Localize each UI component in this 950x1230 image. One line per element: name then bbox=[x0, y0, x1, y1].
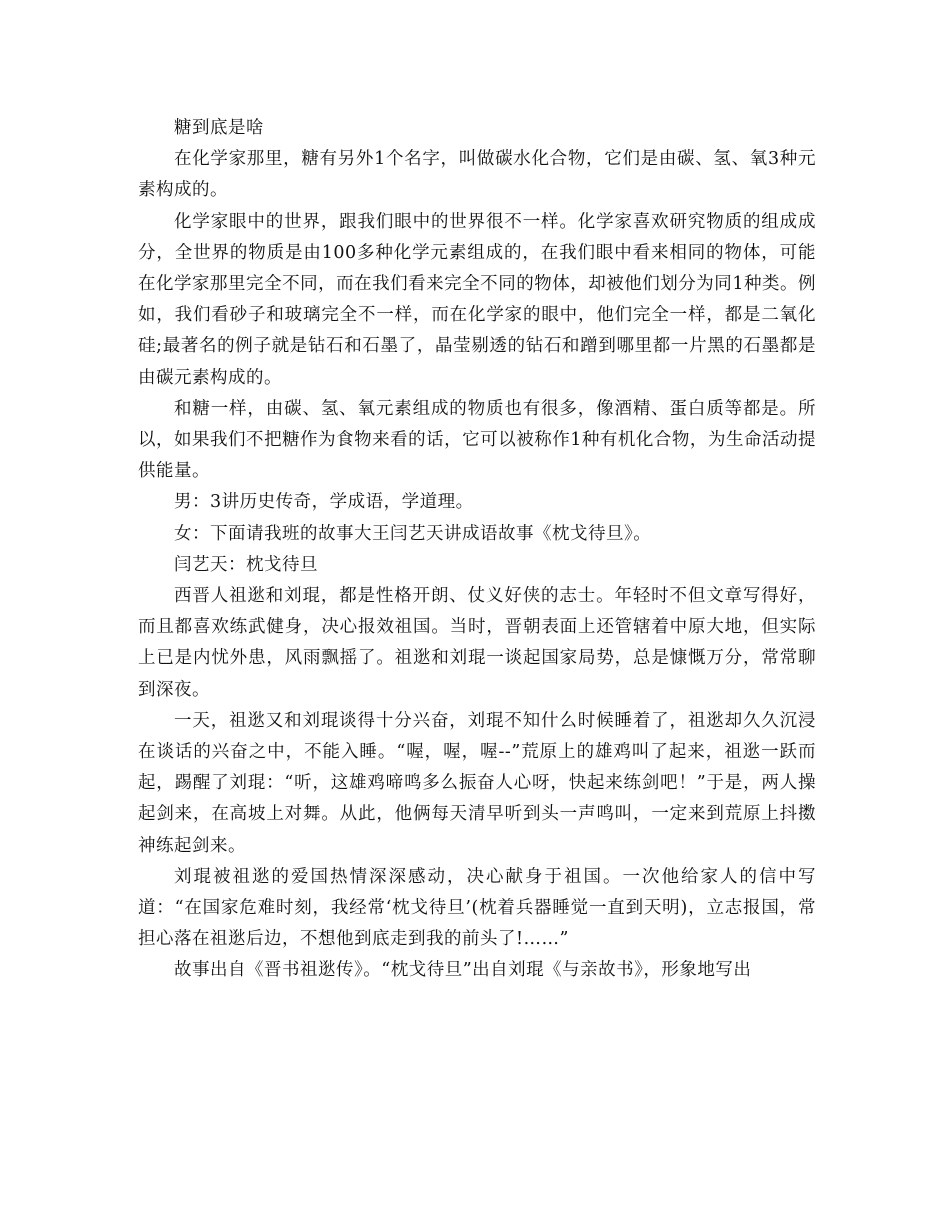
body-paragraph: 和糖一样，由碳、氢、氧元素组成的物质也有很多，像酒精、蛋白质等都是。所以，如果我们不把糖作为食物来看的话，它可以被称作1种有机化合物，为生命活动提供能量。 bbox=[138, 398, 816, 482]
body-paragraph: 男：3讲历史传奇，学成语，学道理。 bbox=[174, 492, 474, 513]
body-paragraph: 故事出自《晋书祖逖传》。“枕戈待旦”出自刘琨《与亲故书》，形象地写出 bbox=[174, 960, 752, 981]
body-paragraph: 在化学家那里，糖有另外1个名字，叫做碳水化合物，它们是由碳、氢、氧3种元素构成的。 bbox=[138, 149, 816, 201]
document-body bbox=[138, 113, 816, 987]
heading-paragraph: 糖到底是啥 bbox=[174, 118, 264, 138]
body-paragraph: 西晋人祖逖和刘琨，都是性格开朗、仗义好侠的志士。年轻时不但文章写得好，而且都喜欢练武健身，决心报效祖国。当时，晋朝表面上还管辖着中原大地，但实际上已是内忧外患，风雨飘摇了。祖逖和刘琨一谈起国家局势，总是慷慨万分，常常聊到深夜。 bbox=[138, 586, 816, 700]
story-title-paragraph: 闫艺天：枕戈待旦 bbox=[174, 554, 318, 575]
body-paragraph: 一天，祖逖又和刘琨谈得十分兴奋，刘琨不知什么时候睡着了，祖逖却久久沉浸在谈话的兴奋之中，不能入睡。“喔，喔，喔--”荒原上的雄鸡叫了起来，祖逖一跃而起，踢醒了刘琨：“听，这雄鸡啼鸣多么振奋人心呀，快起来练剑吧！”于是，两人操起剑来，在高坡上对舞。从此，他俩每天清早听到头一声鸣叫，一定来到荒原上抖擞神练起剑来。 bbox=[138, 710, 816, 856]
body-paragraph: 化学家眼中的世界，跟我们眼中的世界很不一样。化学家喜欢研究物质的组成成分，全世界的物质是由100多种化学元素组成的，在我们眼中看来相同的物体，可能在化学家那里完全不同，而在我们看来完全不同的物体，却被他们划分为同1种类。例如，我们看砂子和玻璃完全不一样，而在化学家的眼中，他们完全一样，都是二氧化硅;最著名的例子就是钻石和石墨了，晶莹剔透的钻石和蹭到哪里都一片黑的石墨都是由碳元素构成的。 bbox=[138, 211, 816, 388]
body-paragraph: 女：下面请我班的故事大王闫艺天讲成语故事《枕戈待旦》。 bbox=[174, 523, 652, 544]
body-paragraph: 刘琨被祖逖的爱国热情深深感动，决心献身于祖国。一次他给家人的信中写道：“在国家危难时刻，我经常‘枕戈待旦’(枕着兵器睡觉一直到天明)，立志报国，常担心落在祖逖后边，不想他到底走到我的前头了!……” bbox=[138, 866, 816, 950]
